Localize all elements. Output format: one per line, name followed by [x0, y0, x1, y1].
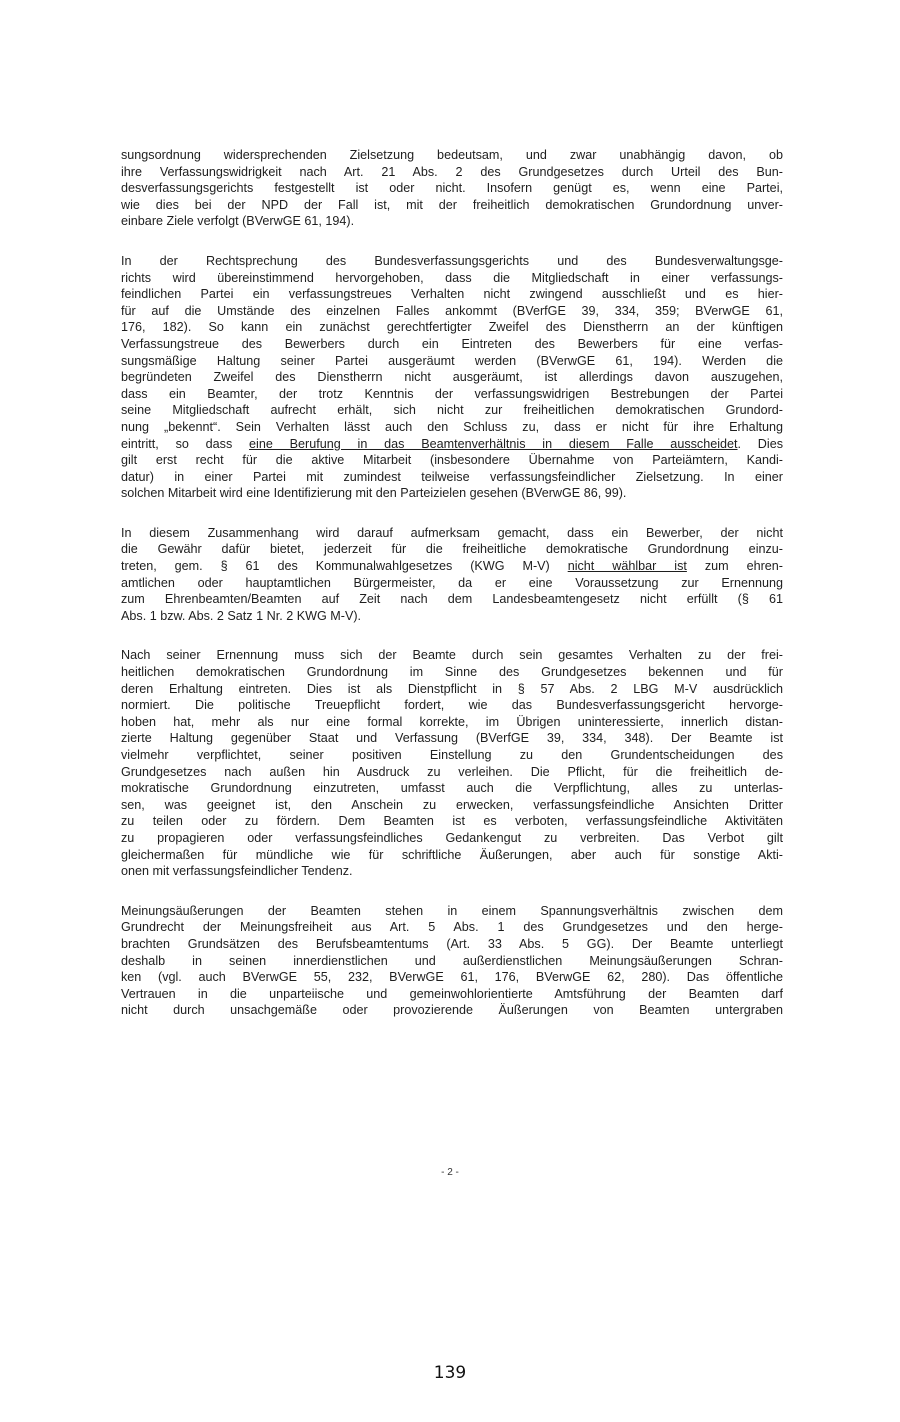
text-line: hoben hat, mehr als nur eine formal korrekte, im Übrigen uninteressierte, innerlich distan-	[121, 714, 783, 729]
body-text	[121, 147, 783, 1042]
text-fragment: zum ehren-	[686, 559, 783, 574]
text-line: In diesem Zusammenhang wird darauf aufmerksam gemacht, dass ein Bewerber, der nicht	[121, 525, 783, 540]
text-line: begründeten Zweifel des Dienstherrn nicht ausgeräumt, ist allerdings davon auszugehen,	[121, 370, 783, 385]
text-line: ihre Verfassungswidrigkeit nach Art. 21 Abs. 2 des Grundgesetzes durch Urteil des Bun-	[121, 164, 783, 179]
text-line: Meinungsäußerungen der Beamten stehen in einem Spannungsverhältnis zwischen dem	[121, 903, 783, 918]
text-line: desverfassungsgerichts festgestellt ist oder nicht. Insofern genügt es, wenn eine Partei,	[121, 181, 783, 196]
text-line: deren Erhaltung eintreten. Dies ist als Dienstpflicht in § 57 Abs. 2 LBG M-V ausdrücklich	[121, 681, 783, 696]
text-line: dass ein Beamter, der trotz Kenntnis der verfassungswidrigen Bestrebungen der Partei	[121, 386, 783, 401]
page-marker: - 2 -	[441, 1167, 459, 1178]
text-line: nicht durch unsachgemäße oder provozierende Äußerungen von Beamten untergraben	[121, 1003, 783, 1018]
text-line: onen mit verfassungsfeindlicher Tendenz.	[121, 864, 353, 879]
underlined-phrase: eine Berufung in das Beamtenverhältnis in diesem Falle ausscheidet	[249, 436, 738, 451]
text-line: sungsmäßige Haltung seiner Partei ausgeräumt werden (BVerwGE 61, 194). Werden die	[121, 353, 783, 368]
text-line: vielmehr verpflichtet, seiner positiven Einstellung zu den Grundentscheidungen des	[121, 748, 783, 762]
text-line: zu propagieren oder verfassungsfeindliches Gedankengut zu verbreiten. Das Verbot gilt	[121, 830, 783, 845]
text-line: brachten Grundsätzen des Berufsbeamtentums (Art. 33 Abs. 5 GG). Der Beamte unterliegt	[121, 936, 783, 951]
text-line: nung „bekennt“. Sein Verhalten lässt auch den Schluss zu, dass er nicht für ihre Erhaltung	[121, 419, 783, 434]
text-line: 176, 182). So kann ein zunächst gerechtfertigter Zweifel des Dienstherrn an der künftigen	[121, 320, 783, 335]
text-line: In der Rechtsprechung des Bundesverfassungsgerichts und des Bundesverwaltungsge-	[121, 253, 783, 268]
text-line-underlined	[121, 436, 783, 453]
text-line: solchen Mitarbeit wird eine Identifizierung mit den Parteizielen gesehen (BVerwGE 86, 99).	[121, 486, 627, 501]
paragraph-3	[121, 525, 783, 625]
text-line: Grundgesetzes nach außen hin Ausdruck zu verleihen. Die Pflicht, für die freiheitlich de-	[121, 764, 783, 779]
text-line: gilt erst recht für die aktive Mitarbeit (insbesondere Übernahme von Parteiämtern, Kandi-	[121, 453, 783, 468]
text-line: wie dies bei der NPD der Fall ist, mit der freiheitlich demokratischen Grundordnung unver-	[121, 197, 783, 212]
paragraph-5	[121, 903, 783, 1019]
text-line: zu teilen oder zu fördern. Dem Beamten ist es verboten, verfassungsfeindliche Aktivitäten	[121, 814, 783, 829]
text-line: deshalb in seinen innerdienstlichen und außerdienstlichen Meinungsäußerungen Schran-	[121, 953, 783, 968]
text-line: zum Ehrenbeamten/Beamten auf Zeit nach dem Landesbeamtengesetz nicht erfüllt (§ 61	[121, 592, 783, 607]
text-line: mokratische Grundordnung einzutreten, umfasst auch die Verpflichtung, alles zu unterlas-	[121, 781, 783, 796]
text-line: gleichermaßen für mündliche wie für schriftliche Äußerungen, aber auch für sonstige Akti-	[121, 847, 783, 862]
underlined-phrase: nicht wählbar ist	[567, 559, 687, 574]
text-line: zierte Haltung gegenüber Staat und Verfassung (BVerfGE 39, 334, 348). Der Beamte ist	[121, 731, 783, 746]
text-line: einbare Ziele verfolgt (BVerwGE 61, 194).	[121, 214, 355, 229]
page-number: 139	[433, 1363, 467, 1383]
text-line: seine Mitgliedschaft aufrecht erhält, sich nicht zur freiheitlichen demokratischen Grundord-	[121, 403, 783, 418]
text-line: Verfassungstreue des Bewerbers durch ein Eintreten des Bewerbers für eine verfas-	[121, 336, 783, 351]
text-line: Vertrauen in die unparteiische und gemeinwohlorientierte Amtsführung der Beamten darf	[121, 986, 783, 1001]
text-line: Nach seiner Ernennung muss sich der Beamte durch sein gesamtes Verhalten zu der frei-	[121, 648, 783, 663]
paragraph-1	[121, 147, 783, 230]
text-line: datur) in einer Partei mit zumindest teilweise verfassungsfeindlicher Zielsetzung. In einer	[121, 469, 783, 484]
text-line: für auf die Umstände des einzelnen Falles ankommt (BVerfGE 39, 334, 359; BVerwGE 61,	[121, 303, 783, 318]
text-line: Grundrecht der Meinungsfreiheit aus Art. 5 Abs. 1 des Grundgesetzes und den herge-	[121, 920, 783, 935]
paragraph-2	[121, 253, 783, 502]
text-line: normiert. Die politische Treuepflicht fordert, wie das Bundesverfassungsgericht hervorge-	[121, 698, 783, 713]
text-line: sen, was geeignet ist, den Anschein zu erwecken, verfassungsfeindliche Ansichten Dritter	[121, 797, 783, 812]
text-line: feindlichen Partei ein verfassungstreues Verhalten nicht zwingend ausschließt und es hier-	[121, 287, 783, 302]
text-fragment: . Dies	[737, 436, 783, 451]
text-fragment: eintritt, so dass	[121, 436, 250, 451]
text-line: sungsordnung widersprechenden Zielsetzung bedeutsam, und zwar unabhängig davon, ob	[121, 148, 783, 162]
paragraph-4	[121, 647, 783, 879]
text-line: richts wird übereinstimmend hervorgehoben, dass die Mitgliedschaft in einer verfassungs-	[121, 270, 783, 285]
text-fragment: treten, gem. § 61 des Kommunalwahlgesetzes (KWG M-V)	[121, 559, 568, 574]
text-line: die Gewähr dafür bietet, jederzeit für die freiheitliche demokratische Grundordnung einzu-	[121, 542, 783, 557]
text-line: Abs. 1 bzw. Abs. 2 Satz 1 Nr. 2 KWG M-V).	[121, 608, 362, 623]
text-line-underlined	[121, 558, 783, 575]
text-line: ken (vgl. auch BVerwGE 55, 232, BVerwGE 61, 176, BVerwGE 62, 280). Das öffentliche	[121, 970, 783, 985]
text-line: amtlichen oder hauptamtlichen Bürgermeister, da er eine Voraussetzung zur Ernennung	[121, 575, 783, 590]
text-line: heitlichen demokratischen Grundordnung im Sinne des Grundgesetzes bekennen und für	[121, 665, 783, 680]
